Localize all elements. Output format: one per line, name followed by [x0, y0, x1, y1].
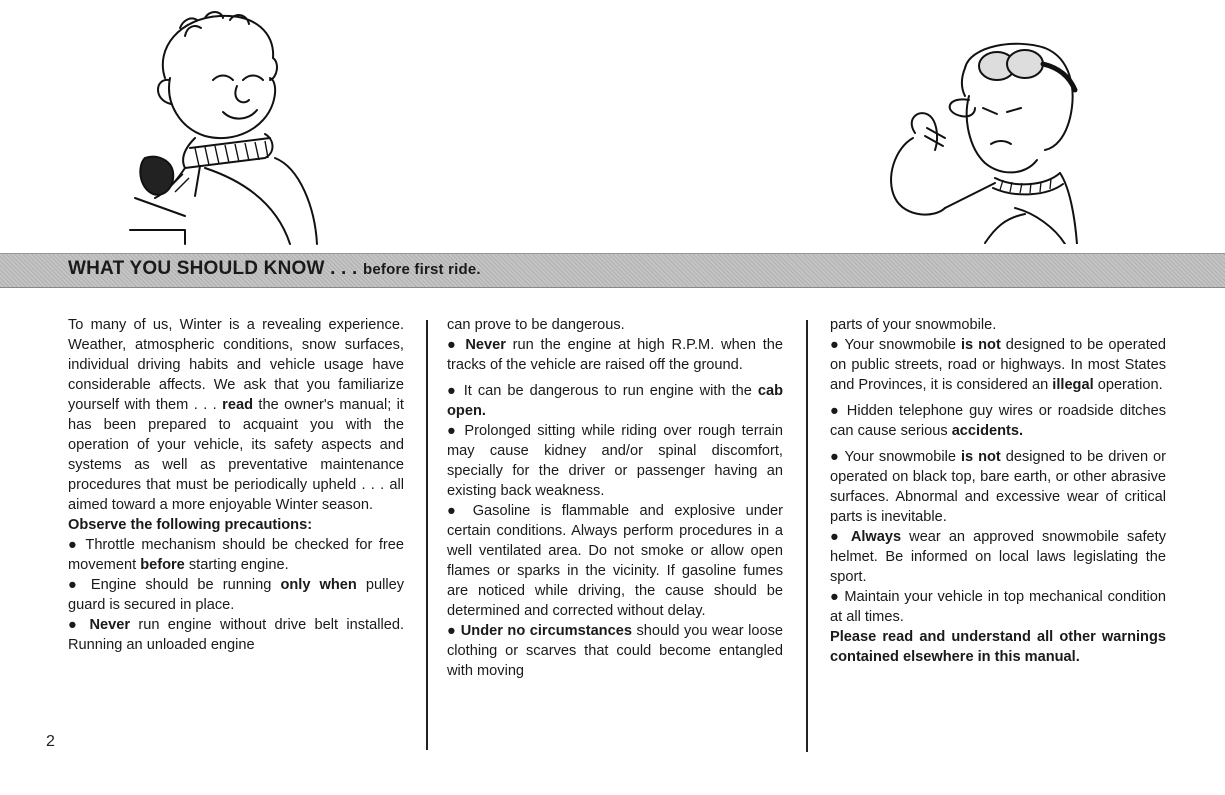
item-text-cont: designed to be driven or operated on black top, bare earth, or other abrasive surfaces. Abnormal and excessive wear of critical parts is inevitable.	[830, 449, 1167, 525]
item-emphasis: cab open.	[447, 383, 783, 419]
precaution-throttle	[68, 535, 404, 575]
item-text-cont: designed to be operated on public streets, road or highways. In most States and Provinces, it is considered an	[830, 337, 1166, 393]
text-column-1	[68, 315, 404, 655]
item-emphasis: is not	[960, 337, 1001, 353]
section-title-main: WHAT YOU SHOULD KNOW . . .	[68, 258, 358, 279]
precaution-loose-clothing	[447, 621, 783, 681]
item-text: ●	[68, 617, 90, 633]
precaution-maintenance: ● Maintain your vehicle in top mechanical condition at all times.	[830, 589, 1166, 625]
item-text-cont: should you wear loose clothing or scarves that could become entangled with moving	[447, 623, 783, 679]
intro-text-cont: the owner's manual; it has been prepared to acquaint you with the operation of your vehicle, its safety aspects and systems as well as preventative maintenance procedures that must be periodically upheld . . . all aimed toward a more enjoyable Winter season.	[68, 397, 404, 513]
continued-text: parts of your snowmobile.	[830, 317, 997, 333]
item-text-cont: starting engine.	[184, 557, 289, 573]
item-text: ●	[447, 623, 461, 639]
item-text: ● Hidden telephone guy wires or roadside ditches can cause serious	[830, 403, 1166, 439]
item-text: ●	[830, 529, 851, 545]
item-text: ● It can be dangerous to run engine with the	[447, 383, 758, 399]
rider-with-helmet-illustration	[865, 38, 1080, 244]
item-emphasis: before	[140, 557, 185, 573]
item-emphasis: Under no circumstances	[460, 623, 632, 639]
intro-text: To many of us, Winter is a revealing experience. Weather, atmospheric conditions, snow surfaces, individual driving habits and vehicle usage have considerable affects. We ask that you familiarize yourself with them . . .	[68, 317, 404, 413]
item-emphasis: accidents.	[951, 423, 1024, 439]
item-text-cont: pulley guard is secured in place.	[68, 577, 404, 613]
item-text: ●	[447, 337, 466, 353]
text-column-2	[447, 315, 783, 681]
item-text-cont: wear an approved snowmobile safety helmet. Be informed on local laws legislating the sport.	[830, 529, 1166, 585]
section-title-sub: before first ride.	[362, 261, 481, 278]
item-text-end: operation.	[1093, 377, 1163, 393]
intro-paragraph	[68, 315, 404, 515]
precaution-gasoline: ● Gasoline is flammable and explosive under certain conditions. Always perform procedures in a well ventilated area. Do not smoke or allow open flames or sparks in the vicinity. If gasoline fumes are noticed while driving, the cause should be determined and corrected without delay.	[447, 503, 783, 619]
column-divider	[806, 320, 808, 752]
column-divider	[426, 320, 428, 750]
closing-warning: Please read and understand all other warnings contained elsewhere in this manual.	[830, 629, 1166, 665]
section-title	[68, 258, 481, 280]
item-emphasis: is not	[960, 449, 1001, 465]
item-text-cont: run the engine at high R.P.M. when the tracks of the vehicle are raised off the ground.	[447, 337, 783, 373]
precaution-pulley-guard	[68, 575, 404, 615]
intro-emphasis: read	[222, 397, 253, 413]
precaution-high-rpm	[447, 335, 783, 375]
item-emphasis: Never	[465, 337, 506, 353]
item-emphasis: only when	[280, 577, 357, 593]
item-text: ● Engine should be running	[68, 577, 281, 593]
precaution-prolonged-sitting: ● Prolonged sitting while riding over rough terrain may cause kidney and/or spinal discomfort, specially for the driver or passenger having an existing back weakness.	[447, 423, 783, 499]
precaution-drive-belt	[68, 615, 404, 655]
precautions-heading: Observe the following precautions:	[68, 517, 313, 533]
continued-text: can prove to be dangerous.	[447, 317, 625, 333]
page-number: 2	[46, 733, 55, 750]
item-text-cont: run engine without drive belt installed. Running an unloaded engine	[68, 617, 404, 653]
item-emphasis: illegal	[1052, 377, 1094, 393]
text-column-3	[830, 315, 1166, 667]
item-text: ● Throttle mechanism should be checked for free movement	[68, 537, 404, 573]
item-text: ● Your snowmobile	[830, 449, 961, 465]
precaution-guy-wires	[830, 401, 1166, 441]
precaution-cab-open	[447, 381, 783, 421]
item-emphasis: Never	[89, 617, 131, 633]
section-banner	[0, 253, 1225, 288]
item-emphasis: Always	[850, 529, 902, 545]
precaution-abrasive-surfaces	[830, 447, 1166, 527]
precaution-helmet	[830, 527, 1166, 587]
item-text: ● Your snowmobile	[830, 337, 961, 353]
boy-with-scarf-illustration	[125, 8, 340, 246]
precaution-public-streets	[830, 335, 1166, 395]
